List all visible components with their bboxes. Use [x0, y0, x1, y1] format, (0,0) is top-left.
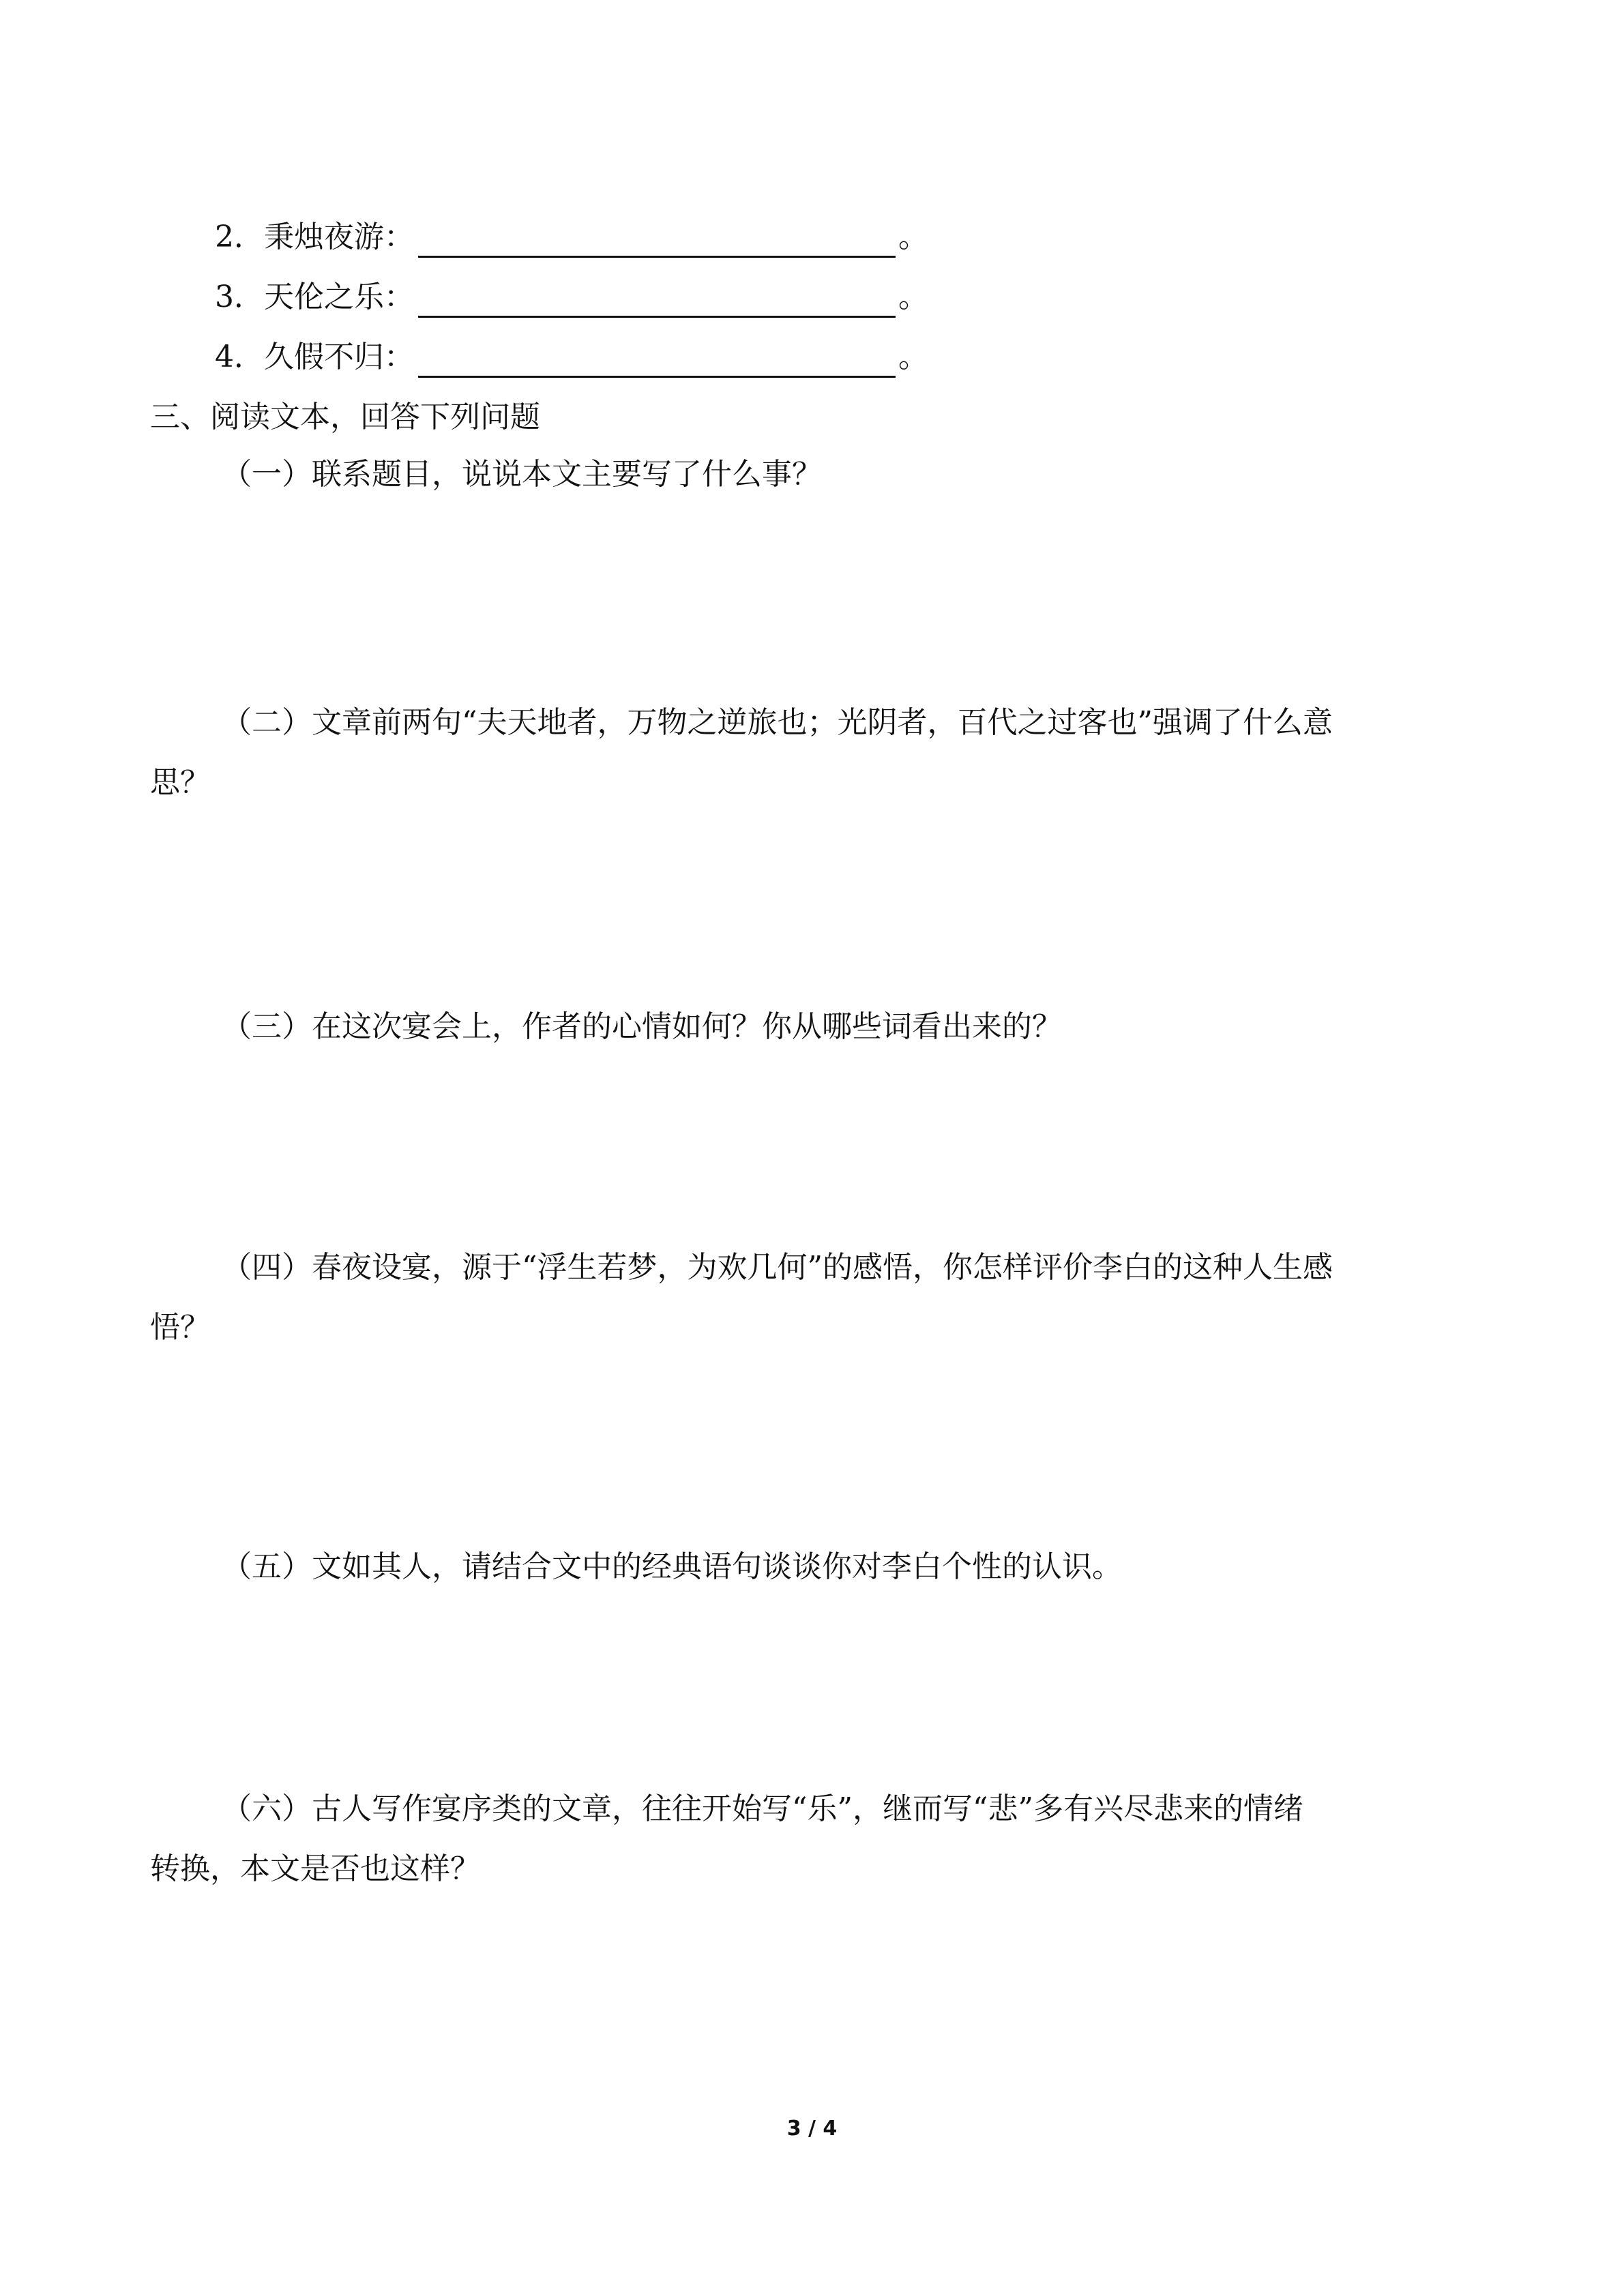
fill-item-label: 4．久假不归： [215, 340, 414, 374]
fill-item-end: 。 [898, 220, 928, 254]
question-text: （三）在这次宴会上，作者的心情如何？你从哪些词看出来的？ [222, 1009, 1062, 1044]
question-6 [150, 1779, 1303, 1899]
fill-item-end: 。 [898, 280, 928, 314]
fill-item-4 [215, 337, 928, 378]
fill-item-2 [215, 217, 928, 258]
question-4 [150, 1238, 1333, 1358]
question-text-continued: 悟？ [150, 1310, 210, 1345]
answer-blank[interactable] [418, 346, 896, 378]
page-number: 3 / 4 [786, 2117, 838, 2141]
question-1 [150, 445, 822, 505]
answer-blank[interactable] [418, 286, 896, 318]
question-text: （二）文章前两句“夫天地者，万物之逆旅也；光阴者，百代之过客也”强调了什么意 [222, 705, 1333, 740]
question-5 [150, 1537, 1122, 1597]
fill-item-3 [215, 277, 928, 318]
answer-blank[interactable] [418, 226, 896, 258]
fill-item-label: 2．秉烛夜游： [215, 220, 414, 254]
fill-item-end: 。 [898, 340, 928, 374]
question-3 [150, 997, 1062, 1057]
question-text: （一）联系题目，说说本文主要写了什么事？ [222, 457, 822, 492]
question-2 [150, 693, 1333, 813]
question-text: （六）古人写作宴序类的文章，往往开始写“乐”，继而写“悲”多有兴尽悲来的情绪 [222, 1791, 1303, 1826]
section-title: 三、阅读文本，回答下列问题 [150, 400, 540, 434]
question-text-continued: 思？ [150, 765, 210, 800]
fill-item-label: 3．天伦之乐： [215, 280, 414, 314]
question-text-continued: 转换，本文是否也这样？ [150, 1851, 480, 1886]
question-text: （五）文如其人，请结合文中的经典语句谈谈你对李白个性的认识。 [222, 1549, 1122, 1584]
question-text: （四）春夜设宴，源于“浮生若梦，为欢几何”的感悟，你怎样评价李白的这种人生感 [222, 1250, 1333, 1285]
